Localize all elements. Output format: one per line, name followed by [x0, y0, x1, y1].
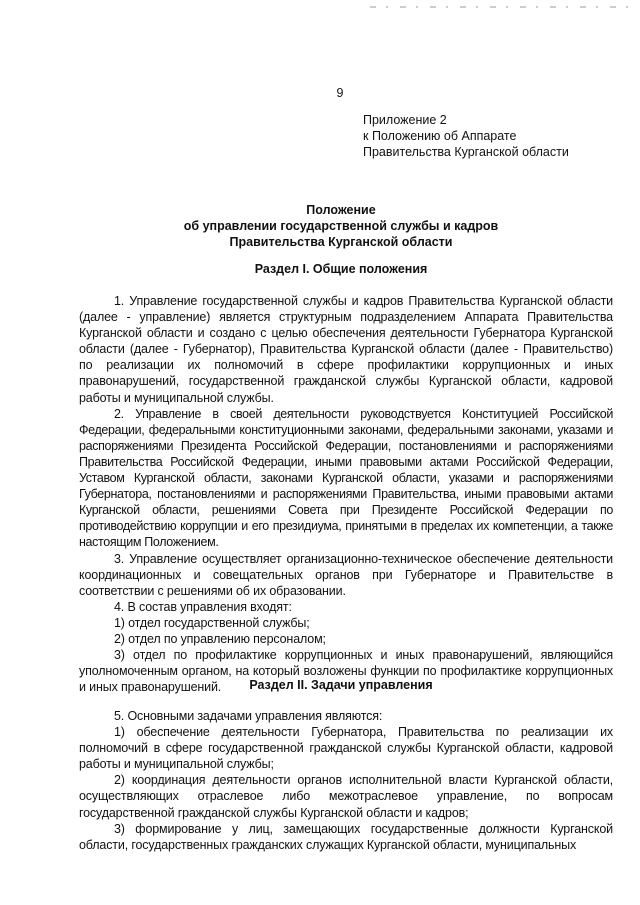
paragraph: 1. Управление государственной службы и кадров Правительства Курганской области (далее - управление) является структурным подразделением Аппарата Правительства Курганской области и создано с целью обеспечения деятельности Губернатора Курганской области (далее - Губернатор), Правительства Курганской области (далее - Правительство) по реализации их полномочий в сфере профилактики коррупционных и иных правонарушений, государственной гражданской службы Курганской области, кадровой работы и муниципальной службы. — [79, 294, 613, 405]
document-title — [0, 202, 640, 250]
paragraph: 3) отдел по профилактике коррупционных и иных правонарушений, являющийся уполномоченным органом, на который возложены функции по профилактике коррупционных и иных правонарушений. — [79, 648, 613, 695]
paragraph: 1) отдел государственной службы; — [114, 615, 310, 630]
paragraph: 1) обеспечение деятельности Губернатора, Правительства по реализации их полномочий в сфере государственной гражданской службы Курганской области, кадровой работы и муниципальной службы; — [79, 725, 613, 772]
appendix-line: Правительства Курганской области — [363, 145, 569, 159]
section-heading: Раздел II. Задачи управления — [249, 678, 433, 692]
appendix-line: Приложение 2 — [363, 113, 447, 127]
section-body — [79, 708, 613, 853]
paragraph: 3) формирование у лиц, замещающих государственные должности Курганской области, государственных гражданских служащих Курганской области, муниципальных — [79, 821, 613, 852]
paragraph: 3. Управление осуществляет организационно-техническое обеспечение деятельности координационных и совещательных органов при Губернаторе и Правительстве в соответствии с решениями об их образовании. — [79, 551, 613, 598]
paragraph: 2. Управление в своей деятельности руководствуется Конституцией Российской Федерации, федеральными конституционными законами, федеральными законами, указами и распоряжениями Президента Российской Федерации, постановлениями и распоряжениями Правительства Российской Федерации, иными правовыми актами Российской Федерации, Уставом Курганской области, законами Курганской области, указами и распоряжениями Губернатора, постановлениями и распоряжениями Правительства, иными правовыми актами Курганской области, решениями Совета при Президенте Российской Федерации по противодействию коррупции и его президиума, принятыми в пределах их компетенции, а также настоящим Положением. — [79, 406, 613, 550]
section-heading: Раздел I. Общие положения — [254, 262, 428, 276]
paragraph: 2) координация деятельности органов исполнительной власти Курганской области, осуществляющих отраслевое либо межотраслевое управление, по вопросам государственной гражданской службы Курганской области и кадров; — [79, 773, 613, 820]
title-line: Правительства Курганской области — [229, 235, 453, 249]
title-line: Положение — [306, 203, 376, 217]
page-number: 9 — [336, 86, 344, 100]
scan-artifact — [370, 6, 640, 8]
title-line: об управлении государственной службы и кадров — [183, 219, 499, 233]
appendix-line: к Положению об Аппарате — [363, 129, 517, 143]
paragraph: 2) отдел по управлению персоналом; — [114, 631, 326, 646]
appendix-reference — [363, 112, 569, 160]
paragraph: 4. В состав управления входят: — [114, 599, 292, 614]
section-body — [79, 293, 613, 695]
paragraph: 5. Основными задачами управления являются: — [114, 709, 383, 723]
